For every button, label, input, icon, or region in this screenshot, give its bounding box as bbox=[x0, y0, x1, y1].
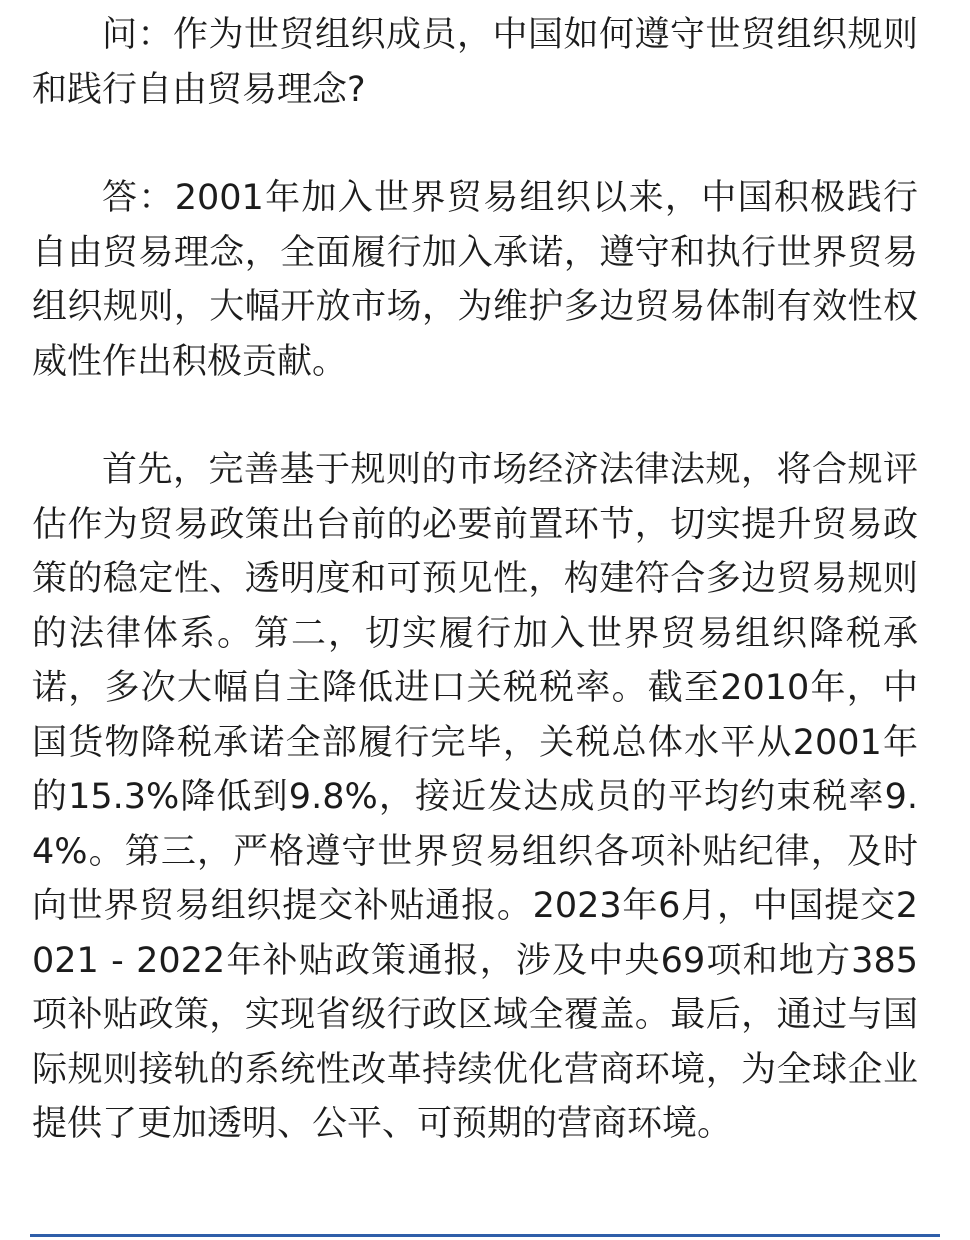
article-body bbox=[32, 8, 918, 1152]
answer-paragraph: 答：2001年加入世界贸易组织以来，中国积极践行自由贸易理念，全面履行加入承诺，遵守和执行世界贸易组织规则，大幅开放市场，为维护多边贸易体制有效性权威性作出积极贡献。 bbox=[32, 178, 918, 382]
question-paragraph: 问：作为世贸组织成员，中国如何遵守世贸组织规则和践行自由贸易理念? bbox=[32, 15, 918, 110]
detail-paragraph: 首先，完善基于规则的市场经济法律法规，将合规评估作为贸易政策出台前的必要前置环节，切实提升贸易政策的稳定性、透明度和可预见性，构建符合多边贸易规则的法律体系。第二，切实履行加入世界贸易组织降税承诺，多次大幅自主降低进口关税税率。截至2010年，中国货物降税承诺全部履行完毕，关税总体水平从2001年的15.3%降低到9.8%，接近发达成员的平均约束税率9.4%。第三，严格遵守世界贸易组织各项补贴纪律，及时向世界贸易组织提交补贴通报。2023年6月，中国提交2021 - 2022年补贴政策通报，涉及中央69项和地方385项补贴政策，实现省级行政区域全覆盖。最后，通过与国际规则接轨的系统性改革持续优化营商环境，为全球企业提供了更加透明、公平、可预期的营商环境。 bbox=[32, 450, 918, 1144]
bottom-divider bbox=[30, 1234, 940, 1237]
